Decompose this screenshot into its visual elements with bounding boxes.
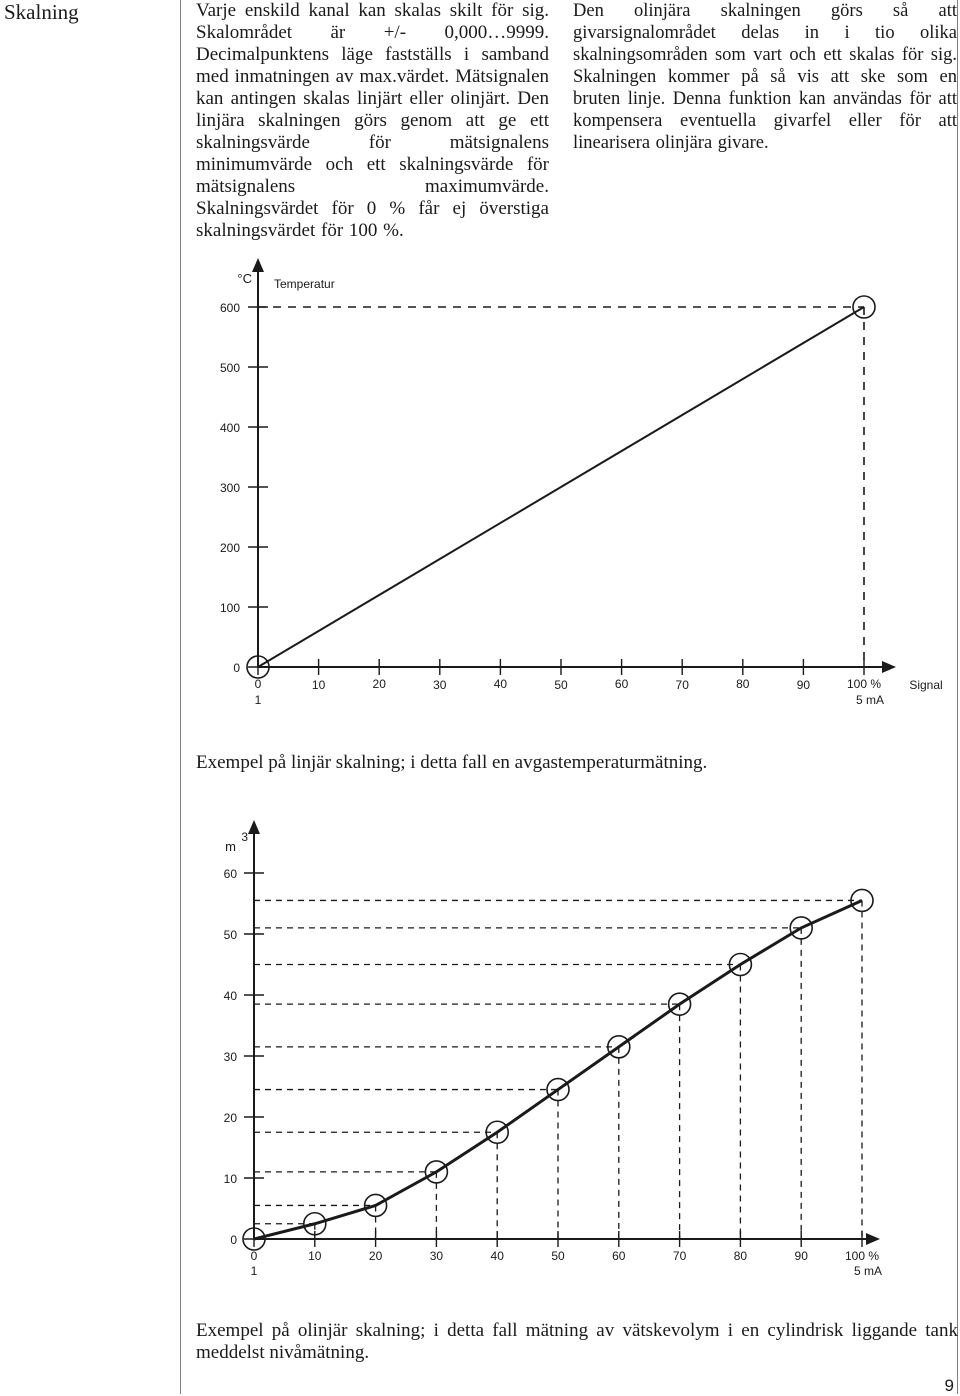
fig1-x-axis-arrow xyxy=(882,661,896,673)
fig2-y-axis-arrow xyxy=(248,820,260,834)
fig2-y-tick-label: 10 xyxy=(223,1172,237,1186)
page-number: 9 xyxy=(944,1376,954,1395)
fig2-x-tick-label: 100 % xyxy=(844,1249,880,1263)
fig2-series-line xyxy=(254,900,862,1239)
intro-text-right: Den olinjära skalningen görs så att givarsignalområdet delas in i tio olika skalningsområden som vart och ett skalas för sig. Skalningen kommer på så vis att ske som en bruten linje. Denna funktion kan användas för att kompensera eventuella givarfel eller för att linearisera olinjära givare. xyxy=(573,1,957,153)
fig1-y-axis-title: °C xyxy=(237,271,252,286)
fig1-x-tick-label: 60 xyxy=(614,677,629,691)
fig1-y-tick-label: 500 xyxy=(219,361,240,375)
fig1-x-tick-label: 90 xyxy=(796,678,811,692)
fig2-x-end-sub-label: 5 mA xyxy=(853,1264,883,1278)
fig2-y-tick-label: 20 xyxy=(223,1111,237,1125)
figure1-caption: Exempel på linjär skalning; i detta fall en avgastemperaturmätning. xyxy=(196,752,708,773)
fig2-x-tick-label: 60 xyxy=(612,1249,626,1263)
linear-scaling-chart xyxy=(0,250,960,730)
fig1-y-tick-label: 600 xyxy=(219,301,240,315)
fig1-x-tick-label: 70 xyxy=(675,678,689,692)
fig1-x-tick-label: 20 xyxy=(372,677,386,691)
fig2-x-tick-label: 40 xyxy=(490,1249,504,1263)
fig1-y-tick-label: 300 xyxy=(219,481,240,495)
fig2-x-tick-label: 70 xyxy=(672,1249,687,1263)
fig2-x-tick-label: 90 xyxy=(794,1249,808,1263)
fig2-x-origin-sub-label: 1 xyxy=(250,1264,258,1278)
fig1-x-origin-sub-label: 1 xyxy=(254,693,262,707)
fig1-y-axis-arrow xyxy=(252,258,264,272)
fig2-x-tick-label: 0 xyxy=(250,1249,258,1263)
fig2-y-axis-title: m xyxy=(225,839,236,854)
figure2-caption: Exempel på olinjär skalning; i detta fall mätning av vätskevolym i en cylindrisk liggande tank meddelst nivåmätning. xyxy=(196,1320,958,1363)
section-title: Skalning xyxy=(4,0,79,24)
fig1-x-tick-label: 10 xyxy=(311,678,326,692)
fig2-y-tick-label: 40 xyxy=(223,989,237,1003)
fig1-series-line xyxy=(258,307,864,667)
fig1-x-end-sub-label: 5 mA xyxy=(855,693,885,707)
fig2-x-tick-label: 10 xyxy=(308,1249,322,1263)
fig2-x-tick-label: 20 xyxy=(368,1249,383,1263)
fig1-y-tick-label: 200 xyxy=(219,541,240,555)
fig2-x-tick-label: 50 xyxy=(551,1249,565,1263)
fig1-x-tick-label: 50 xyxy=(554,678,568,692)
fig2-y-tick-label: 0 xyxy=(230,1233,237,1247)
fig2-x-axis-arrow xyxy=(866,1233,880,1245)
fig1-y-tick-label: 100 xyxy=(219,601,240,615)
fig2-y-axis-title-sup: 3 xyxy=(241,830,248,844)
fig1-y-tick-label: 0 xyxy=(233,661,240,675)
fig2-x-tick-label: 30 xyxy=(429,1249,444,1263)
fig1-y-tick-label: 400 xyxy=(219,421,240,435)
fig1-x-tick-label: 40 xyxy=(493,677,508,691)
fig2-y-tick-label: 60 xyxy=(223,867,237,881)
fig1-x-axis-title: Signal xyxy=(909,678,943,692)
fig1-chart-title: Temperatur xyxy=(274,277,335,291)
fig1-x-tick-label: 80 xyxy=(736,677,750,691)
intro-text-left: Varje enskild kanal kan skalas skilt för sig. Skalområdet är +/- 0,000…9999. Decimalpunktens läge fastställs i samband med inmatningen av max.värdet. Mätsignalen kan antingen skalas linjärt eller olinjärt. Den linjära skalningen görs genom att ge ett skalningsvärde för mätsignalens minimumvärde och ett skalningsvärde för mätsignalens maximumvärde. Skalningsvärdet för 0 % får ej överstiga skalningsvärdet för 100 %. xyxy=(196,0,549,241)
fig2-y-tick-label: 50 xyxy=(223,928,237,942)
fig2-y-tick-label: 30 xyxy=(223,1050,237,1064)
fig1-x-tick-label: 30 xyxy=(433,678,447,692)
fig1-x-tick-label: 100 % xyxy=(846,677,882,691)
nonlinear-scaling-chart xyxy=(0,820,960,1300)
fig1-x-tick-label: 0 xyxy=(254,677,262,691)
fig2-x-tick-label: 80 xyxy=(733,1249,748,1263)
